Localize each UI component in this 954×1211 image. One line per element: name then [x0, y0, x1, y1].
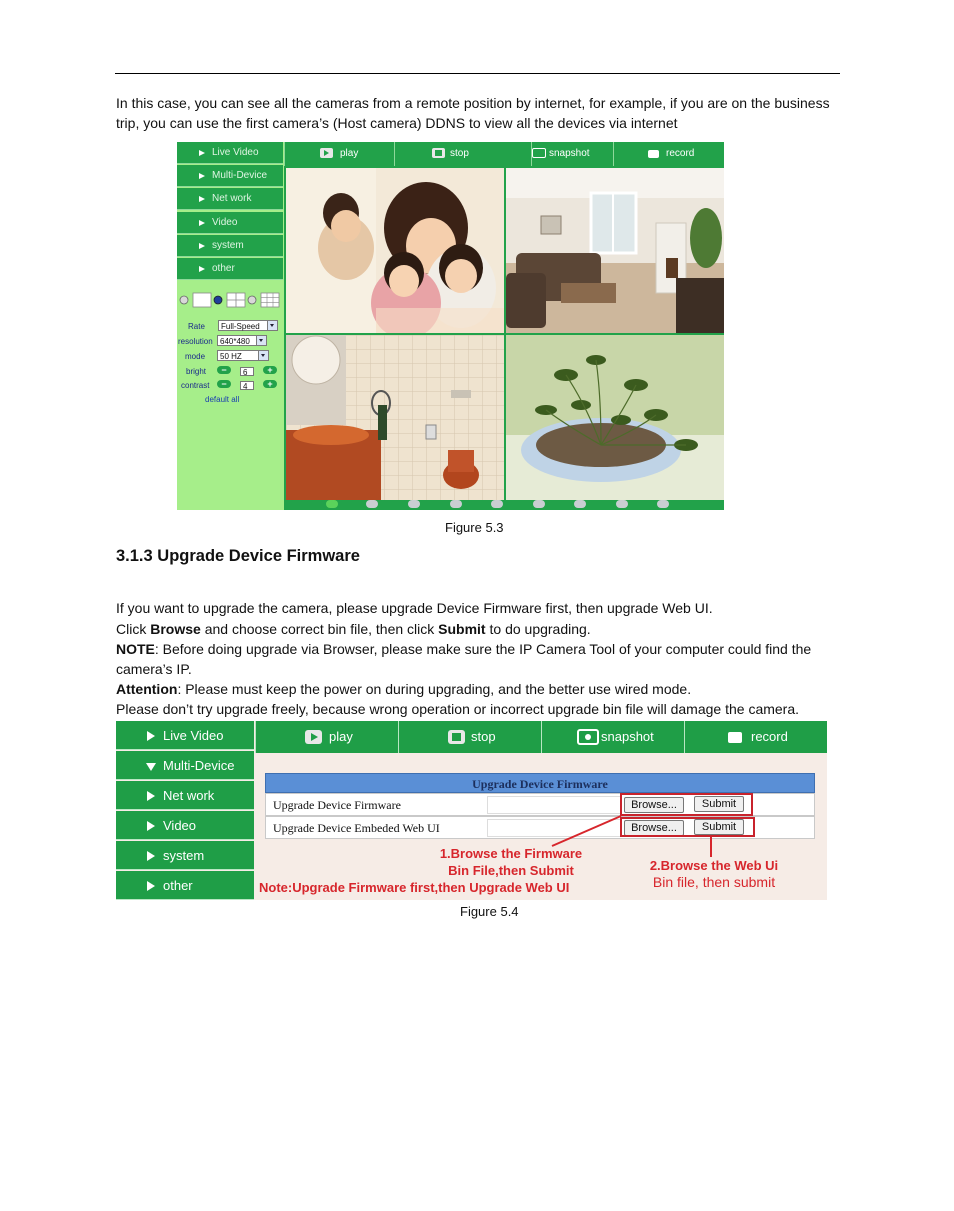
camera-indicator-dot[interactable]	[533, 500, 545, 508]
firmware-annotation: 1.Browse the Firmware Bin File,then Submit	[439, 846, 583, 878]
family-photo-image	[286, 168, 504, 333]
video-camera-icon	[648, 150, 659, 158]
camera-view-4[interactable]	[506, 335, 724, 500]
firmware-row-label: Upgrade Device Firmware	[273, 798, 401, 812]
webui-row-label: Upgrade Device Embeded Web UI	[273, 821, 440, 835]
intro-paragraph: In this case, you can see all the cameras from a remote position by internet, for example, if you are on the business trip, you can use the first camera’s (Host camera) DDNS to view all the devices via internet	[116, 95, 830, 131]
fig1-menu-multi-device[interactable]: Multi-Device	[177, 165, 283, 187]
fig1-menu-system[interactable]: system	[177, 235, 283, 257]
play-triangle-icon	[199, 196, 205, 202]
chevron-down-icon	[256, 336, 266, 345]
bright-plus-button[interactable]: +	[263, 366, 277, 374]
contrast-value: 4	[240, 381, 254, 390]
default-all-link[interactable]: default all	[205, 395, 240, 404]
fig2-menu-system[interactable]: system	[116, 841, 254, 870]
resolution-label: resolution	[178, 337, 213, 346]
camera-view-2[interactable]	[506, 168, 724, 333]
fig2-menu-network[interactable]: Net work	[116, 781, 254, 810]
fig1-sidebar	[177, 142, 283, 510]
camera-view-3[interactable]	[286, 335, 504, 500]
fig2-play-button[interactable]: play	[255, 721, 398, 753]
camera-icon	[532, 148, 546, 158]
contrast-minus-button[interactable]: −	[217, 380, 231, 388]
figure-5-3-caption: Figure 5.3	[445, 520, 504, 535]
fig1-toolbar	[284, 142, 724, 166]
fig2-menu-multi-device[interactable]: Multi-Device	[116, 751, 254, 780]
video-grid	[284, 166, 724, 500]
resolution-select[interactable]: 640*480	[217, 335, 267, 346]
attention-paragraph: Attention: Please must keep the power on during upgrading, and the better use wired mode.	[116, 681, 692, 697]
fig1-menu-other[interactable]: other	[177, 258, 283, 280]
fig1-snapshot-button[interactable]: snapshot	[531, 142, 613, 166]
play-triangle-icon	[199, 150, 205, 156]
chevron-down-icon	[258, 351, 268, 360]
browse-instruction-paragraph: Click Browse and choose correct bin file, then click Submit to do upgrading.	[116, 621, 591, 637]
fig1-play-button[interactable]: play	[284, 142, 394, 166]
potted-plant-image	[506, 335, 724, 500]
bathroom-image	[286, 335, 504, 500]
play-triangle-icon	[199, 220, 205, 226]
fig2-menu-live-video[interactable]: Live Video	[116, 721, 254, 750]
camera-indicator-dot[interactable]	[408, 500, 420, 508]
camera-status-bar	[284, 500, 724, 510]
fig1-menu-video[interactable]: Video	[177, 212, 283, 234]
contrast-plus-button[interactable]: +	[263, 380, 277, 388]
living-room-image	[506, 168, 724, 333]
fig1-record-button[interactable]: record	[613, 142, 724, 166]
camera-indicator-dot[interactable]	[450, 500, 462, 508]
contrast-label: contrast	[181, 381, 210, 390]
bright-minus-button[interactable]: −	[217, 366, 231, 374]
firmware-browse-button[interactable]: Browse...	[624, 797, 684, 813]
layout-options-icon[interactable]	[179, 292, 281, 308]
webui-annotation: 2.Browse the Web Ui Bin file, then submit	[649, 858, 779, 890]
figure-5-3-screenshot	[177, 142, 724, 510]
play-triangle-icon	[199, 266, 205, 272]
fig2-snapshot-button[interactable]: snapshot	[541, 721, 684, 753]
camera-indicator-dot[interactable]	[326, 500, 338, 508]
rate-select[interactable]: Full-Speed	[218, 320, 278, 331]
fig2-record-button[interactable]: record	[684, 721, 827, 753]
fig2-stop-button[interactable]: stop	[398, 721, 541, 753]
webui-submit-button[interactable]: Submit	[694, 819, 744, 835]
webui-browse-button[interactable]: Browse...	[624, 820, 684, 836]
camera-indicator-dot[interactable]	[366, 500, 378, 508]
figure-5-4-screenshot	[116, 721, 827, 900]
play-triangle-icon	[199, 243, 205, 249]
camera-indicator-dot[interactable]	[657, 500, 669, 508]
stop-icon	[432, 148, 445, 158]
upgrade-order-note: Note:Upgrade Firmware first,then Upgrade Web UI	[259, 880, 570, 895]
mode-select[interactable]: 50 HZ	[217, 350, 269, 361]
upgrade-intro-paragraph: If you want to upgrade the camera, please upgrade Device Firmware first, then upgrade Web UI.	[116, 600, 713, 616]
firmware-submit-button[interactable]: Submit	[694, 796, 744, 812]
fig2-menu-video[interactable]: Video	[116, 811, 254, 840]
fig2-menu-other[interactable]: other	[116, 871, 254, 900]
play-icon	[320, 148, 333, 158]
play-triangle-icon	[199, 173, 205, 179]
firmware-form-title: Upgrade Device Firmware	[265, 773, 815, 793]
bright-value: 6	[240, 367, 254, 376]
camera-view-1[interactable]	[286, 168, 504, 333]
rate-label: Rate	[188, 322, 205, 331]
camera-indicator-dot[interactable]	[491, 500, 503, 508]
layout-selector	[179, 292, 281, 308]
fig1-stop-button[interactable]: stop	[394, 142, 531, 166]
chevron-down-icon	[267, 321, 277, 330]
fig1-menu-live-video[interactable]: Live Video	[177, 142, 283, 164]
fig1-menu-network[interactable]: Net work	[177, 188, 283, 210]
bright-label: bright	[186, 367, 207, 376]
section-heading: 3.1.3 Upgrade Device Firmware	[116, 547, 360, 565]
header-rule	[115, 73, 840, 74]
mode-label: mode	[185, 352, 206, 361]
camera-indicator-dot[interactable]	[574, 500, 586, 508]
warning-paragraph: Please don’t try upgrade freely, because wrong operation or incorrect upgrade bin file will damage the camera.	[116, 701, 800, 717]
note-paragraph: NOTE: Before doing upgrade via Browser, please make sure the IP Camera Tool of your computer could find the camera’s IP.	[116, 641, 812, 677]
figure-5-4-caption: Figure 5.4	[460, 904, 519, 919]
camera-indicator-dot[interactable]	[616, 500, 628, 508]
